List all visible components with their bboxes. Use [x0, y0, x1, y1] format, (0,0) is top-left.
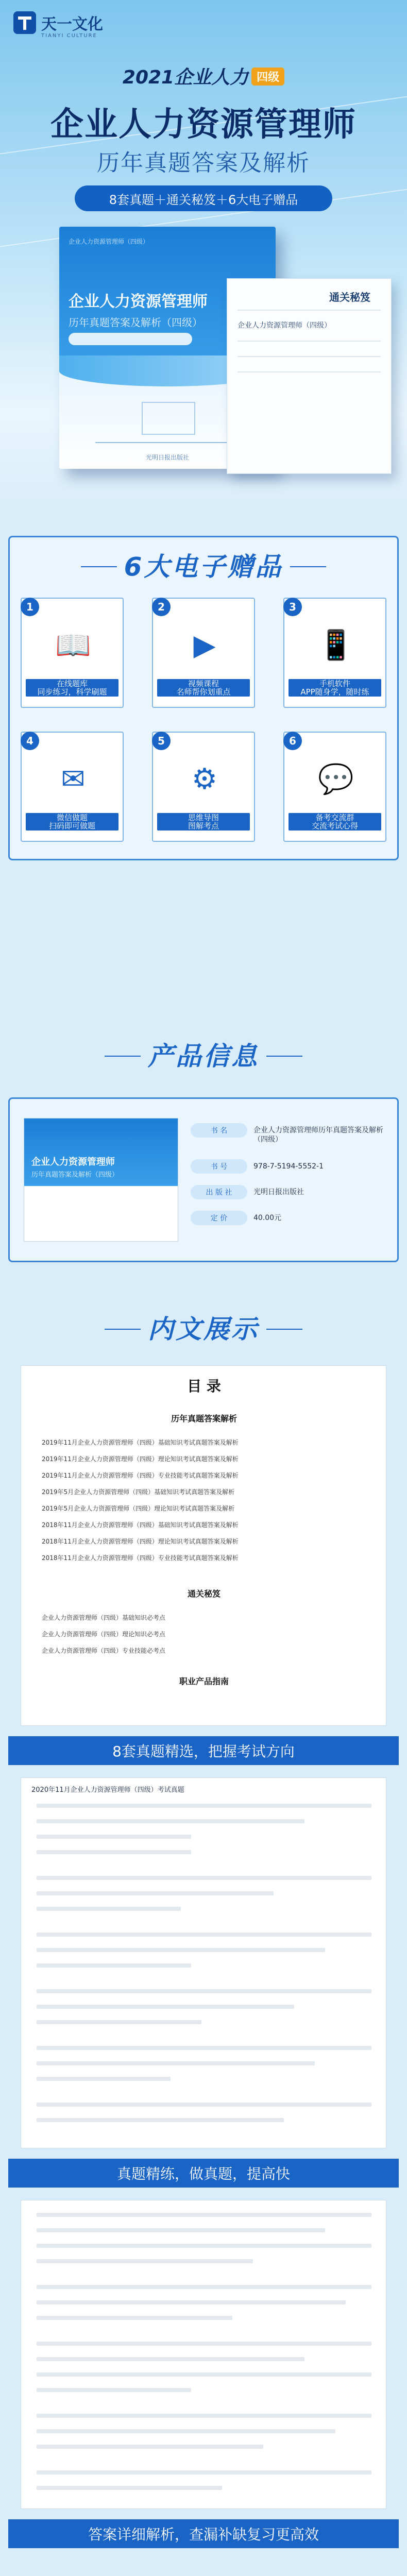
- content-caption: 8套真题精选，把握考试方向: [8, 1736, 399, 1765]
- info-key: 定 价: [191, 1211, 247, 1225]
- text-line: [37, 2077, 171, 2081]
- bookmark-divider: [238, 356, 381, 357]
- gift-card[interactable]: [21, 598, 124, 708]
- text-line: [37, 2244, 371, 2248]
- gift-card[interactable]: [283, 732, 386, 842]
- text-line: [37, 2228, 325, 2232]
- hero-year-line: [0, 63, 407, 89]
- content-title: [0, 1309, 407, 1346]
- text-line: [37, 2103, 371, 2107]
- gift-number: 3: [283, 598, 302, 616]
- answer-page: [21, 2200, 386, 2509]
- text-line: [37, 1835, 191, 1839]
- toc-item: 2019年5月企业人力资源管理师（四级）基础知识考试真题答案及解析: [42, 1488, 235, 1496]
- book-cover-chip: [69, 333, 192, 345]
- text-line: [37, 2445, 263, 2449]
- text-line: [37, 2020, 201, 2024]
- text-line: [37, 1963, 191, 1968]
- toc-item: 2019年11月企业人力资源管理师（四级）基础知识考试真题答案及解析: [42, 1439, 239, 1446]
- gift-card[interactable]: [152, 732, 255, 842]
- book-cover-title: 企业人力资源管理师: [69, 293, 208, 311]
- text-line: [37, 2285, 371, 2289]
- title-decor-line: [266, 1056, 302, 1057]
- hero-feature-pill: 8套真题＋通关秘笈＋6大电子赠品: [75, 185, 332, 211]
- gift-label: 手机软件 APP随身学，随时练: [289, 679, 381, 697]
- book-cover-small-text: 企业人力资源管理师（四级）: [69, 238, 149, 245]
- title-decor-line: [290, 566, 326, 567]
- bookmark-heading: 通关秘笈: [329, 291, 370, 303]
- logo-subtext: TIANYI CULTURE: [41, 33, 97, 39]
- toc-section-heading: 职业产品指南: [179, 1676, 229, 1686]
- toc-item: 2018年11月企业人力资源管理师（四级）专业技能考试真题答案及解析: [42, 1554, 239, 1562]
- gift-number: 4: [21, 732, 39, 750]
- bookmark-divider: [238, 310, 381, 311]
- title-decor-line: [105, 1329, 141, 1330]
- hero-subtitle: 历年真题答案及解析: [97, 150, 310, 176]
- gift-label: 备考交流群 交流考试心得: [289, 813, 381, 831]
- toc-item: 2019年11月企业人力资源管理师（四级）专业技能考试真题答案及解析: [42, 1472, 239, 1479]
- gift-label: 思维导图 图解考点: [157, 813, 250, 831]
- info-key: 书 名: [191, 1123, 247, 1138]
- logo-text: 天一文化: [41, 16, 103, 33]
- text-line: [37, 2118, 284, 2122]
- logo-mark-icon: [13, 11, 36, 34]
- bookmark-divider: [238, 341, 381, 342]
- text-line: [37, 2316, 232, 2320]
- gift-number: 1: [21, 598, 39, 616]
- toc-item: 企业人力资源管理师（四级）基础知识必考点: [42, 1614, 166, 1621]
- info-row-isbn: [191, 1159, 392, 1174]
- toc-item: 企业人力资源管理师（四级）理论知识必考点: [42, 1631, 166, 1638]
- text-line: [37, 2005, 294, 2009]
- title-decor-line: [266, 1329, 302, 1330]
- text-line: [37, 2486, 222, 2490]
- text-line: [37, 2300, 346, 2304]
- level-badge: 四级: [251, 67, 284, 86]
- hero-banner: [0, 0, 407, 515]
- text-line: [37, 2259, 253, 2263]
- product-info-title: [0, 1036, 407, 1073]
- text-line: [37, 1907, 181, 1911]
- text-line: [37, 2414, 371, 2418]
- info-key: 出 版 社: [191, 1185, 247, 1199]
- chat-group-icon: 💬: [318, 762, 354, 796]
- text-line: [37, 1804, 371, 1808]
- text-line: [37, 2061, 315, 2065]
- text-line: [37, 1933, 371, 1937]
- brand-logo[interactable]: [13, 11, 103, 34]
- text-line: [37, 1948, 325, 1952]
- phone-icon: 📱: [318, 629, 354, 662]
- info-key: 书 号: [191, 1159, 247, 1174]
- info-value: 978-7-5194-5552-1: [253, 1162, 324, 1171]
- bookmark-title: 企业人力资源管理师（四级）: [238, 321, 331, 330]
- book-cover-illustration: [95, 397, 240, 443]
- title-decor-line: [81, 566, 117, 567]
- toc-item: 2019年11月企业人力资源管理师（四级）理论知识考试真题答案及解析: [42, 1455, 239, 1463]
- content-title-text: 内文展示: [148, 1314, 259, 1344]
- toc-section-heading: 历年真题答案解析: [171, 1414, 237, 1423]
- bookmark-divider: [238, 371, 381, 372]
- gift-number: 2: [152, 598, 171, 616]
- mindmap-icon: ⚙: [191, 762, 218, 796]
- text-line: [37, 1850, 191, 1854]
- text-line: [37, 1891, 274, 1895]
- hero-title: 企业人力资源管理师: [50, 106, 357, 144]
- gifts-title-text: 6大电子赠品: [124, 552, 283, 582]
- content-caption: 答案详细解析，查漏补缺复习更高效: [8, 2519, 399, 2548]
- product-book-image: [24, 1118, 178, 1242]
- info-value: 光明日报出版社: [253, 1188, 304, 1196]
- wechat-icon: ✉: [61, 762, 86, 796]
- text-line: [37, 2213, 371, 2217]
- product-info-title-text: 产品信息: [148, 1041, 259, 1071]
- book-icon: 📖: [55, 629, 91, 662]
- text-line: [37, 2372, 371, 2377]
- product-book-title: 企业人力资源管理师: [31, 1157, 115, 1167]
- gifts-section-title: [0, 546, 407, 583]
- info-value: 企业人力资源管理师历年真题答案及解析（四级）: [253, 1126, 383, 1144]
- gift-label: 在线题库 同步练习，科学刷题: [26, 679, 118, 697]
- text-line: [37, 2046, 371, 2050]
- text-line: [37, 1989, 371, 1993]
- toc-page: [21, 1365, 386, 1726]
- text-line: [37, 1876, 371, 1880]
- hero-year-text: 2021企业人力: [122, 67, 249, 88]
- info-value: 40.00元: [253, 1214, 282, 1222]
- product-book-subtitle: 历年真题答案及解析（四级）: [31, 1171, 119, 1179]
- text-line: [37, 2357, 304, 2361]
- toc-item: 2018年11月企业人力资源管理师（四级）理论知识考试真题答案及解析: [42, 1538, 239, 1545]
- toc-section-heading: 通关秘笈: [187, 1589, 221, 1599]
- text-line: [37, 1819, 304, 1823]
- title-decor-line: [105, 1056, 141, 1057]
- toc-item: 2019年5月企业人力资源管理师（四级）理论知识考试真题答案及解析: [42, 1505, 235, 1512]
- exam-heading: 2020年11月企业人力资源管理师（四级）考试真题: [31, 1786, 184, 1794]
- text-line: [37, 2470, 371, 2475]
- toc-item: 2018年11月企业人力资源管理师（四级）基础知识考试真题答案及解析: [42, 1521, 239, 1529]
- book-publisher: 光明日报出版社: [145, 454, 189, 461]
- exam-page: [21, 1777, 386, 2148]
- text-line: [37, 2342, 371, 2346]
- gift-label: 视频课程 名师帮你划重点: [157, 679, 250, 697]
- toc-item: 企业人力资源管理师（四级）专业技能必考点: [42, 1647, 166, 1654]
- content-caption: 真题精练，做真题，提高快: [8, 2159, 399, 2188]
- gift-number: 5: [152, 732, 171, 750]
- gift-card[interactable]: [21, 732, 124, 842]
- text-line: [37, 2388, 191, 2392]
- info-row-title: [191, 1123, 392, 1144]
- text-line: [37, 2429, 335, 2433]
- info-row-publisher: [191, 1185, 392, 1199]
- gift-card[interactable]: [152, 598, 255, 708]
- book-cover-subtitle: 历年真题答案及解析（四级）: [69, 316, 202, 329]
- gift-card[interactable]: [283, 598, 386, 708]
- gift-number: 6: [283, 732, 302, 750]
- play-icon: ▶: [193, 628, 216, 662]
- bookmark-booklet: [227, 278, 392, 474]
- info-row-price: [191, 1211, 392, 1225]
- gift-label: 微信做题 扫码即可做题: [26, 813, 118, 831]
- toc-title: 目 录: [187, 1378, 221, 1395]
